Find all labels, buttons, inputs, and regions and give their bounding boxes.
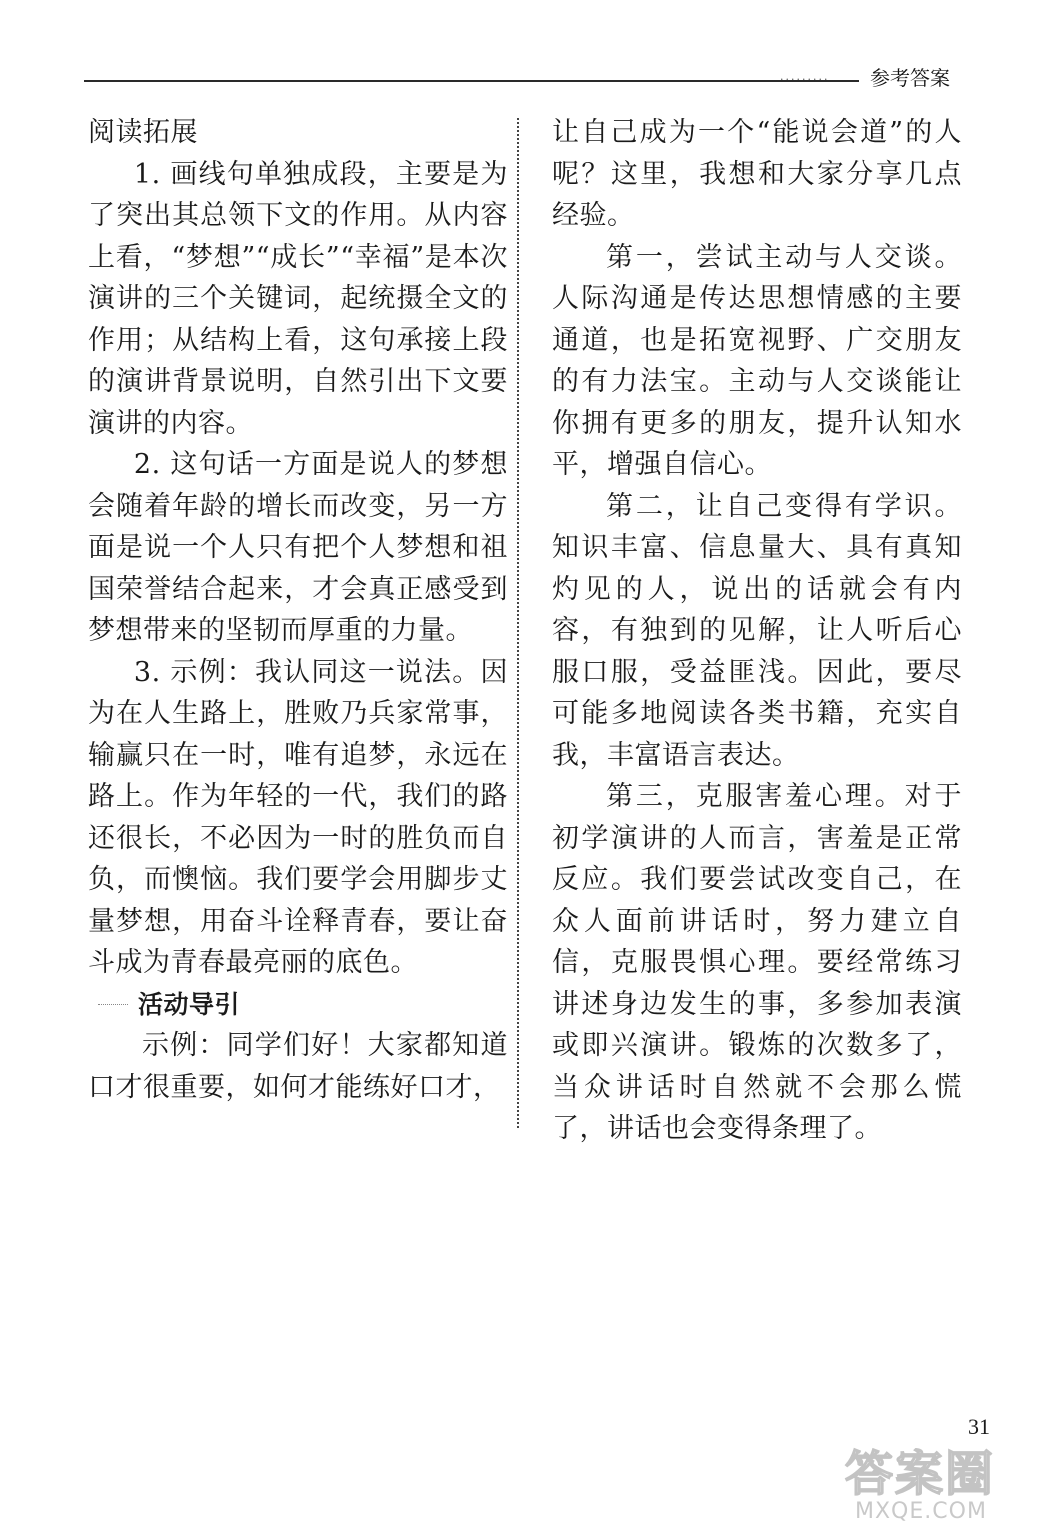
watermark-mark: 答案圈 — [845, 1446, 996, 1502]
left-column — [88, 112, 508, 1108]
speech-point-3: 第三，克服害羞心理。对于初学演讲的人而言，害羞是正常反应。我们要尝试改变自己，在众人面前讲话时，努力建立自信，克服畏惧心理。要经常练习讲述身边发生的事，多参加表演或即兴演讲。锻炼的次数多了，当众讲话时自然就不会那么慌了，讲话也会变得条理了。 — [552, 781, 962, 1144]
watermark-domain: MXQE.COM — [855, 1499, 987, 1524]
speech-point-1: 第一，尝试主动与人交谈。人际沟通是传达思想情感的主要通道，也是拓宽视野、广交朋友的有力法宝。主动与人交谈能让你拥有更多的朋友，提升认知水平，增强自信心。 — [552, 241, 962, 480]
activity-intro: 示例：同学们好！大家都知道口才很重要，如何才能练好口才， — [88, 1030, 508, 1103]
header-dots: ········· — [780, 73, 830, 86]
answer-2: 2. 这句话一方面是说人的梦想会随着年龄的增长而改变，另一方面是说一个人只有把个人梦想和祖国荣誉结合起来，才会真正感受到梦想带来的坚韧而厚重的力量。 — [88, 449, 508, 646]
watermark-logo — [845, 1448, 1045, 1528]
activity-dash-decoration — [98, 1004, 128, 1005]
header-title: 参考答案 — [870, 66, 950, 90]
speech-continuation: 让自己成为一个“能说会道”的人呢？这里，我想和大家分享几点经验。 — [552, 117, 962, 231]
section-title-activity — [88, 984, 508, 1026]
answer-3: 3. 示例：我认同这一说法。因为在人生路上，胜败乃兵家常事，输赢只在一时，唯有追梦，永远在路上。作为年轻的一代，我们的路还很长，不必因为一时的胜负而自负，而懊恼。我们要学会用脚步丈量梦想，用奋斗诠释青春，要让奋斗成为青春最亮丽的底色。 — [88, 656, 508, 978]
section-title-reading: 阅读拓展 — [88, 117, 198, 148]
right-column — [552, 112, 962, 1150]
column-divider — [517, 118, 519, 1128]
activity-title-text: 活动导引 — [138, 989, 241, 1019]
page-number: 31 — [968, 1414, 990, 1439]
header-rule — [84, 80, 859, 82]
speech-point-2: 第二，让自己变得有学识。知识丰富、信息量大、具有真知灼见的人，说出的话就会有内容，有独到的见解，让人听后心服口服，受益匪浅。因此，要尽可能多地阅读各类书籍，充实自我，丰富语言表达。 — [552, 490, 962, 771]
answer-1: 1. 画线句单独成段，主要是为了突出其总领下文的作用。从内容上看，“梦想”“成长”“幸福”是本次演讲的三个关键词，起统摄全文的作用；从结构上看，这句承接上段的演讲背景说明，自然引出下文要演讲的内容。 — [88, 158, 508, 439]
